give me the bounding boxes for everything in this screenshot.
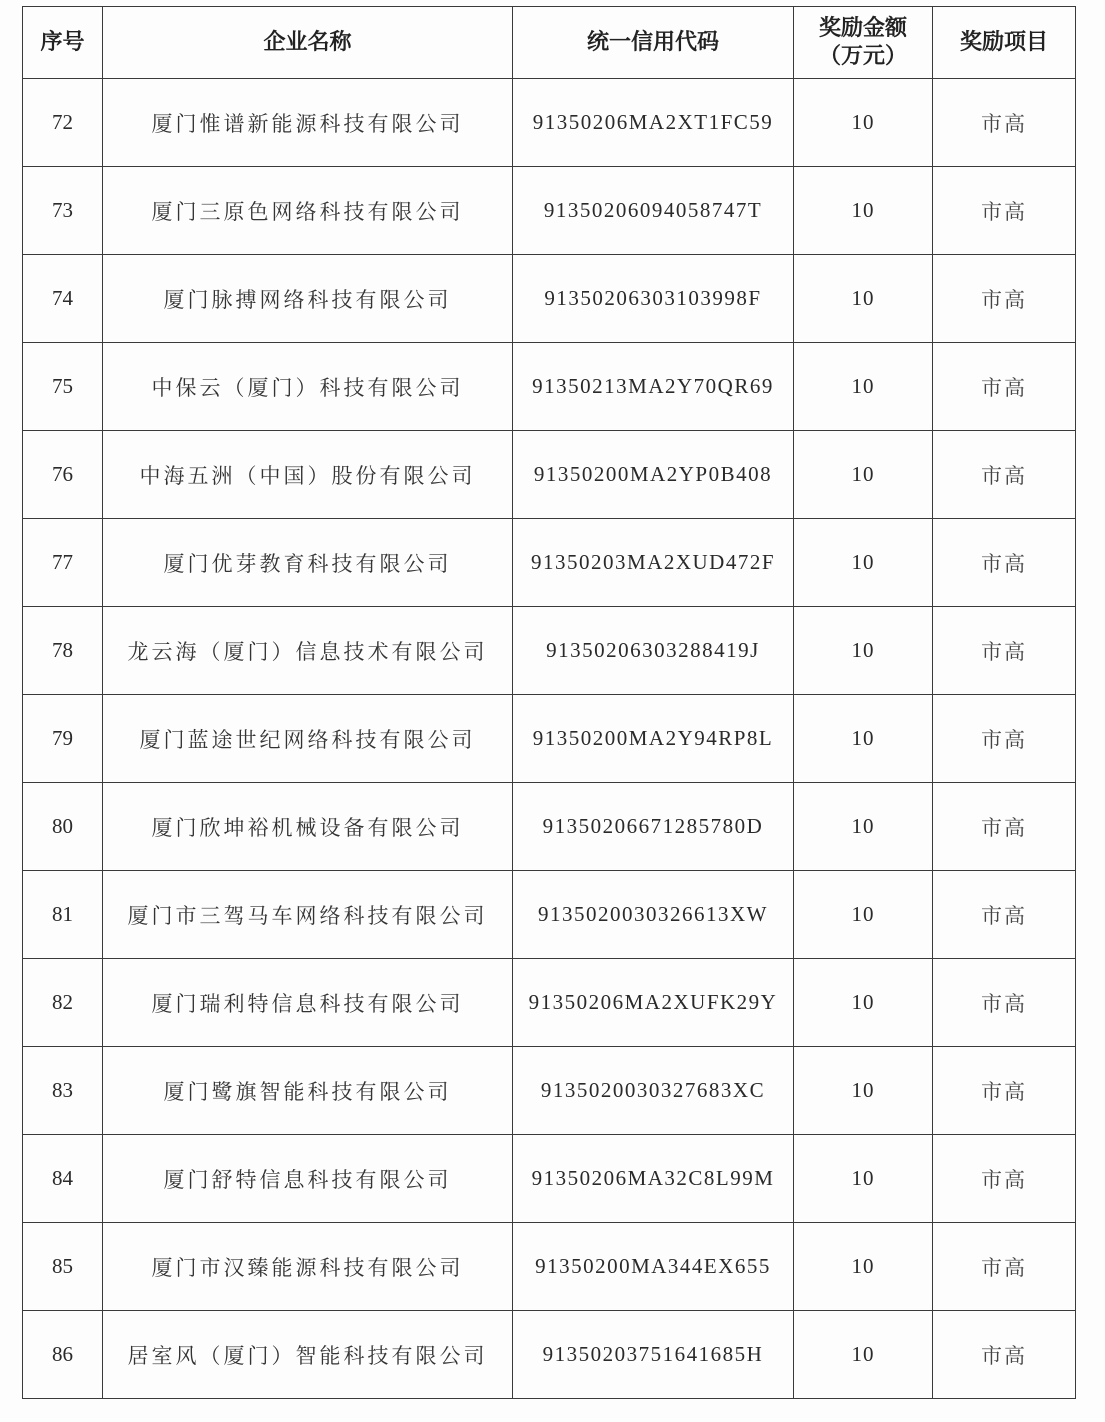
header-award-project: 奖励项目	[933, 7, 1076, 79]
award-amount: 10	[794, 167, 933, 255]
credit-code: 91350206MA32C8L99M	[513, 1135, 794, 1223]
award-project: 市高	[933, 1135, 1076, 1223]
credit-code: 9135020030326613XW	[513, 871, 794, 959]
credit-code: 91350200MA344EX655	[513, 1223, 794, 1311]
header-no: 序号	[23, 7, 103, 79]
company-name: 中保云（厦门）科技有限公司	[103, 343, 513, 431]
table-row	[23, 1311, 1076, 1399]
award-project: 市高	[933, 871, 1076, 959]
table-row	[23, 1135, 1076, 1223]
award-table	[22, 6, 1076, 1399]
award-project: 市高	[933, 255, 1076, 343]
award-amount: 10	[794, 1223, 933, 1311]
table-row	[23, 167, 1076, 255]
table-row	[23, 343, 1076, 431]
credit-code: 91350206MA2XT1FC59	[513, 79, 794, 167]
credit-code: 91350206303103998F	[513, 255, 794, 343]
company-name: 厦门市汉臻能源科技有限公司	[103, 1223, 513, 1311]
company-name: 中海五洲（中国）股份有限公司	[103, 431, 513, 519]
award-project: 市高	[933, 343, 1076, 431]
table-row	[23, 607, 1076, 695]
award-project: 市高	[933, 519, 1076, 607]
credit-code: 91350206MA2XUFK29Y	[513, 959, 794, 1047]
table-row	[23, 255, 1076, 343]
company-name: 龙云海（厦门）信息技术有限公司	[103, 607, 513, 695]
company-name: 厦门蓝途世纪网络科技有限公司	[103, 695, 513, 783]
row-number: 79	[23, 695, 103, 783]
award-amount: 10	[794, 783, 933, 871]
company-name: 居室风（厦门）智能科技有限公司	[103, 1311, 513, 1399]
header-award-amount	[794, 7, 933, 79]
award-amount: 10	[794, 79, 933, 167]
award-project: 市高	[933, 167, 1076, 255]
credit-code: 9135020030327683XC	[513, 1047, 794, 1135]
award-amount: 10	[794, 871, 933, 959]
row-number: 76	[23, 431, 103, 519]
award-project: 市高	[933, 79, 1076, 167]
award-project: 市高	[933, 695, 1076, 783]
row-number: 82	[23, 959, 103, 1047]
company-name: 厦门三原色网络科技有限公司	[103, 167, 513, 255]
table-row	[23, 871, 1076, 959]
table-row	[23, 431, 1076, 519]
table-row	[23, 1223, 1076, 1311]
award-amount: 10	[794, 343, 933, 431]
award-amount: 10	[794, 1135, 933, 1223]
credit-code: 91350200MA2YP0B408	[513, 431, 794, 519]
company-name: 厦门鹭旗智能科技有限公司	[103, 1047, 513, 1135]
credit-code: 91350206671285780D	[513, 783, 794, 871]
header-company-name: 企业名称	[103, 7, 513, 79]
row-number: 77	[23, 519, 103, 607]
row-number: 81	[23, 871, 103, 959]
award-amount: 10	[794, 1311, 933, 1399]
header-award-amount-line1: 奖励金额	[818, 15, 907, 41]
award-amount: 10	[794, 431, 933, 519]
award-project: 市高	[933, 1047, 1076, 1135]
company-name: 厦门优芽教育科技有限公司	[103, 519, 513, 607]
award-project: 市高	[933, 1311, 1076, 1399]
award-project: 市高	[933, 1223, 1076, 1311]
company-name: 厦门瑞利特信息科技有限公司	[103, 959, 513, 1047]
award-amount: 10	[794, 255, 933, 343]
table-row	[23, 959, 1076, 1047]
credit-code: 91350206303288419J	[513, 607, 794, 695]
header-award-amount-unit: （万元）	[818, 42, 907, 69]
credit-code: 91350203751641685H	[513, 1311, 794, 1399]
award-amount: 10	[794, 1047, 933, 1135]
award-amount: 10	[794, 959, 933, 1047]
header-row	[23, 7, 1076, 79]
header-credit-code: 统一信用代码	[513, 7, 794, 79]
company-name: 厦门市三驾马车网络科技有限公司	[103, 871, 513, 959]
row-number: 75	[23, 343, 103, 431]
credit-code: 91350203MA2XUD472F	[513, 519, 794, 607]
row-number: 74	[23, 255, 103, 343]
award-amount: 10	[794, 695, 933, 783]
table-row	[23, 695, 1076, 783]
row-number: 85	[23, 1223, 103, 1311]
table-row	[23, 519, 1076, 607]
credit-code: 91350206094058747T	[513, 167, 794, 255]
award-amount: 10	[794, 607, 933, 695]
credit-code: 91350213MA2Y70QR69	[513, 343, 794, 431]
award-project: 市高	[933, 607, 1076, 695]
row-number: 86	[23, 1311, 103, 1399]
row-number: 72	[23, 79, 103, 167]
row-number: 73	[23, 167, 103, 255]
company-name: 厦门舒特信息科技有限公司	[103, 1135, 513, 1223]
award-project: 市高	[933, 783, 1076, 871]
award-project: 市高	[933, 959, 1076, 1047]
row-number: 78	[23, 607, 103, 695]
company-name: 厦门脉搏网络科技有限公司	[103, 255, 513, 343]
award-amount: 10	[794, 519, 933, 607]
table-row	[23, 1047, 1076, 1135]
company-name: 厦门惟谱新能源科技有限公司	[103, 79, 513, 167]
company-name: 厦门欣坤裕机械设备有限公司	[103, 783, 513, 871]
award-project: 市高	[933, 431, 1076, 519]
row-number: 83	[23, 1047, 103, 1135]
row-number: 80	[23, 783, 103, 871]
table-row	[23, 79, 1076, 167]
row-number: 84	[23, 1135, 103, 1223]
table-row	[23, 783, 1076, 871]
credit-code: 91350200MA2Y94RP8L	[513, 695, 794, 783]
